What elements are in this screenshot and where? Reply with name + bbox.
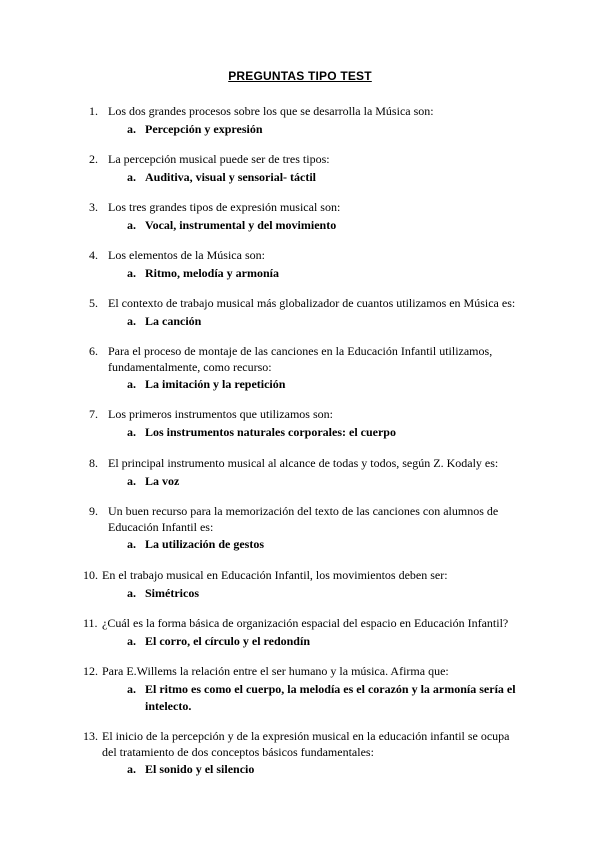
question-text: Los primeros instrumentos que utilizamos son: bbox=[108, 407, 333, 421]
question-text: Para el proceso de montaje de las canciones en la Educación Infantil utilizamos, fundamentalmente, como recurso: bbox=[108, 344, 493, 374]
question-text: Los dos grandes procesos sobre los que se desarrolla la Música son: bbox=[108, 104, 434, 118]
answer-label: a. bbox=[127, 266, 136, 280]
question-number: 4. bbox=[89, 248, 98, 262]
answer-label: a. bbox=[127, 634, 136, 648]
question-text: El inicio de la percepción y de la expresión musical en la educación infantil se ocupa del tratamiento de dos conceptos básicos fundamentales: bbox=[102, 729, 510, 759]
answer-label: a. bbox=[127, 314, 136, 328]
answer-label: a. bbox=[127, 762, 136, 776]
answer-label: a. bbox=[127, 377, 136, 391]
answer-text: La utilización de gestos bbox=[145, 537, 264, 551]
answer-text: Percepción y expresión bbox=[145, 122, 263, 136]
question-text: La percepción musical puede ser de tres tipos: bbox=[108, 152, 330, 166]
answer-text: La imitación y la repetición bbox=[145, 377, 286, 391]
answer-label: a. bbox=[127, 474, 136, 488]
question-number: 12. bbox=[83, 664, 98, 678]
answer-label: a. bbox=[127, 682, 136, 696]
question-number: 9. bbox=[89, 504, 98, 518]
answer-text: Los instrumentos naturales corporales: el cuerpo bbox=[145, 425, 396, 439]
question-number: 1. bbox=[89, 104, 98, 118]
answer-text: Auditiva, visual y sensorial- táctil bbox=[145, 170, 317, 184]
question-text: Para E.Willems la relación entre el ser humano y la música. Afirma que: bbox=[102, 664, 449, 678]
answer-text: Simétricos bbox=[145, 586, 199, 600]
question-number: 13. bbox=[83, 729, 98, 743]
question-text: ¿Cuál es la forma básica de organización espacial del espacio en Educación Infantil? bbox=[102, 616, 509, 630]
answer-label: a. bbox=[127, 218, 136, 232]
question-number: 11. bbox=[83, 616, 98, 630]
answer-text: El ritmo es como el cuerpo, la melodía es el corazón y la armonía sería el intelecto. bbox=[145, 682, 516, 713]
question-number: 5. bbox=[89, 296, 98, 310]
answer-text: Vocal, instrumental y del movimiento bbox=[145, 218, 337, 232]
question-text: Los tres grandes tipos de expresión musical son: bbox=[108, 200, 341, 214]
question-text: En el trabajo musical en Educación Infantil, los movimientos deben ser: bbox=[102, 568, 448, 582]
answer-text: Ritmo, melodía y armonía bbox=[145, 266, 279, 280]
question-number: 7. bbox=[89, 407, 98, 421]
answer-text: La canción bbox=[145, 314, 202, 328]
answer-text: El sonido y el silencio bbox=[145, 762, 255, 776]
question-text: Un buen recurso para la memorización del texto de las canciones con alumnos de Educación Infantil es: bbox=[108, 504, 499, 534]
answer-label: a. bbox=[127, 537, 136, 551]
question-number: 10. bbox=[83, 568, 98, 582]
document-title: PREGUNTAS TIPO TEST bbox=[228, 69, 372, 83]
answer-label: a. bbox=[127, 122, 136, 136]
answer-label: a. bbox=[127, 586, 136, 600]
question-number: 6. bbox=[89, 344, 98, 358]
answer-text: La voz bbox=[145, 474, 180, 488]
question-text: Los elementos de la Música son: bbox=[108, 248, 265, 262]
answer-label: a. bbox=[127, 425, 136, 439]
question-text: El principal instrumento musical al alcance de todas y todos, según Z. Kodaly es: bbox=[108, 456, 499, 470]
question-text: El contexto de trabajo musical más globalizador de cuantos utilizamos en Música es: bbox=[108, 296, 516, 310]
answer-label: a. bbox=[127, 170, 136, 184]
question-number: 2. bbox=[89, 152, 98, 166]
answer-text: El corro, el círculo y el redondín bbox=[145, 634, 310, 648]
question-number: 8. bbox=[89, 456, 98, 470]
question-number: 3. bbox=[89, 200, 98, 214]
